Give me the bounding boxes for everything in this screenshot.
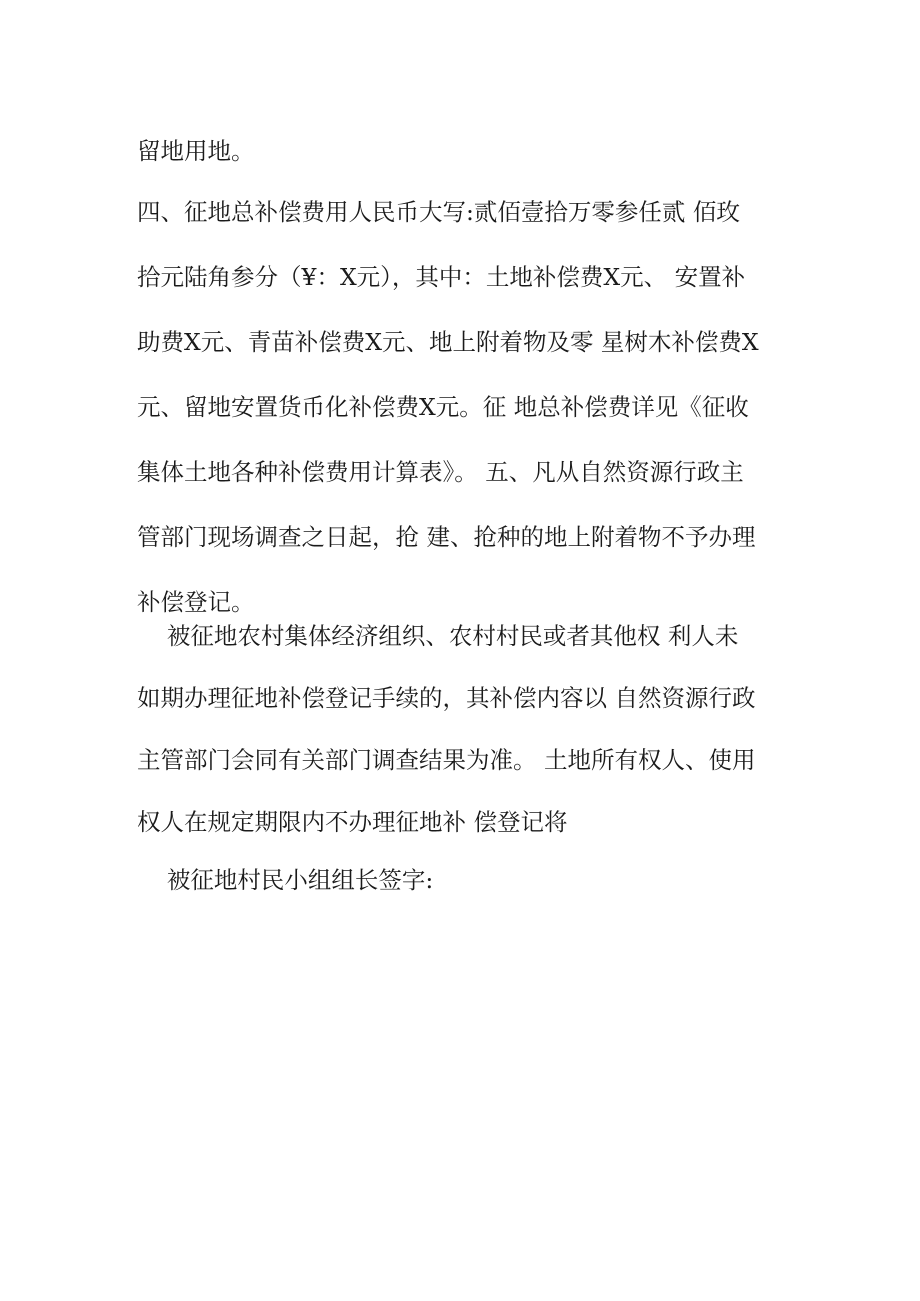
- text-line: 四、征地总补偿费用人民币大写:贰佰壹拾万零参任贰 佰玫: [137, 198, 740, 226]
- text-line: 管部门现场调查之日起，抢 建、抢种的地上附着物不予办理: [137, 523, 756, 551]
- text-line: 留地用地。: [137, 137, 255, 165]
- paragraph-compensation-total: [137, 196, 797, 618]
- text-line: 拾元陆角参分（¥：X元），其中：土地补偿费X元、 安置补: [137, 263, 746, 291]
- text-line: 补偿登记。: [137, 588, 255, 616]
- paragraph-signature: [137, 864, 797, 896]
- text-line: 权人在规定期限内不办理征地补 偿登记将: [137, 808, 568, 836]
- paragraph-registration-notice: [137, 620, 797, 838]
- text-line: 集体土地各种补偿费用计算表》。 五、凡从自然资源行政主: [137, 458, 744, 486]
- text-line: 主管部门会同有关部门调查结果为准。 土地所有权人、使用: [137, 746, 756, 774]
- text-line: 元、留地安置货币化补偿费X元。征 地总补偿费详见《征收: [137, 393, 749, 421]
- text-line: 被征地农村集体经济组织、农村村民或者其他权 利人未: [137, 622, 739, 650]
- text-line: 助费X元、青苗补偿费X元、地上附着物及零 星树木补偿费X: [137, 328, 759, 356]
- signature-label: 被征地村民小组组长签字:: [137, 866, 434, 894]
- text-line: 如期办理征地补偿登记手续的，其补偿内容以 自然资源行政: [137, 684, 756, 712]
- paragraph-land-reserve: [137, 135, 797, 167]
